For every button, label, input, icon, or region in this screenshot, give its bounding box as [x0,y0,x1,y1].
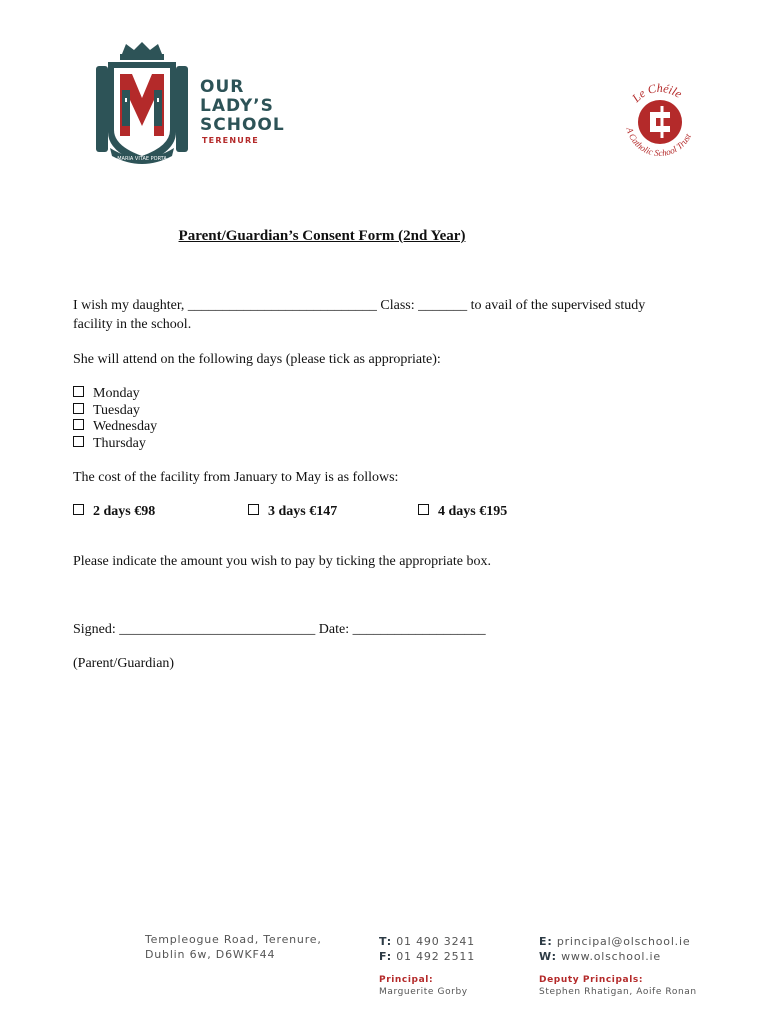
school-name-line: OUR [200,77,245,97]
principal-label: Principal: [379,975,434,985]
intro-text: I wish my daughter, ___________________________ Class: _______ to avail of the supervised study [73,298,646,313]
email-address: principal@olschool.ie [556,935,691,948]
principal-name: Marguerite Gorby [379,987,468,997]
school-name-line: SCHOOL [200,115,285,135]
school-name [200,78,285,135]
checkbox[interactable] [418,504,429,515]
trust-name-bottom: A Catholic School Trust [624,126,693,159]
website-url: www.olschool.ie [561,950,661,963]
checkbox[interactable] [73,386,84,397]
footer-address-line2: Dublin 6w, D6WKF44 [145,948,276,961]
phone-number: 01 490 3241 [396,935,475,948]
signature-date-line[interactable]: Signed: ____________________________ Date: ___________________ [73,622,486,637]
school-crest-logo [92,40,192,168]
signer-role: (Parent/Guardian) [73,656,175,671]
trust-name-top: Le Chéile [629,80,685,105]
footer-phone [379,934,475,950]
day-option-thursday[interactable] [73,435,157,452]
price-option-2-days[interactable] [73,503,155,520]
checkbox[interactable] [73,504,84,515]
price-label: 3 days €147 [268,504,338,519]
fax-key: F: [379,950,392,963]
day-label: Wednesday [93,419,158,434]
school-name-line: LADY’S [200,96,274,116]
days-instruction: She will attend on the following days (please tick as appropriate): [73,352,441,367]
day-label: Tuesday [93,402,140,418]
day-option-tuesday[interactable] [73,402,157,419]
checkbox[interactable] [248,504,259,515]
day-label: Thursday [93,435,146,451]
checkbox[interactable] [73,403,84,414]
day-option-monday[interactable] [73,385,157,402]
price-label: 4 days €195 [438,504,508,519]
footer-website[interactable] [539,949,661,965]
deputy-label: Deputy Principals: [539,975,644,985]
checkbox[interactable] [73,436,84,447]
phone-key: T: [379,935,392,948]
price-label: 2 days €98 [93,504,156,519]
form-title: Parent/Guardian’s Consent Form (2nd Year) [178,228,466,244]
web-key: W: [539,950,557,963]
intro-text-continued: facility in the school. [73,317,192,332]
footer-address-line1: Templeogue Road, Terenure, [145,933,322,946]
price-option-4-days[interactable] [418,503,507,520]
footer-fax [379,949,475,965]
price-option-3-days[interactable] [248,503,337,520]
cost-instruction: The cost of the facility from January to May is as follows: [73,470,399,485]
day-checklist [73,385,157,451]
trust-logo [612,78,708,168]
day-label: Monday [93,386,140,401]
checkbox[interactable] [73,419,84,430]
payment-instruction: Please indicate the amount you wish to pay by ticking the appropriate box. [73,554,491,569]
school-location: TERENURE [202,136,259,145]
crest-motto: MARIA VITAE PORTA [117,156,167,162]
footer-email[interactable] [539,934,690,950]
day-option-wednesday[interactable] [73,418,157,435]
fax-number: 01 492 2511 [396,950,475,963]
deputy-names: Stephen Rhatigan, Aoife Ronan [539,987,697,997]
email-key: E: [539,935,553,948]
